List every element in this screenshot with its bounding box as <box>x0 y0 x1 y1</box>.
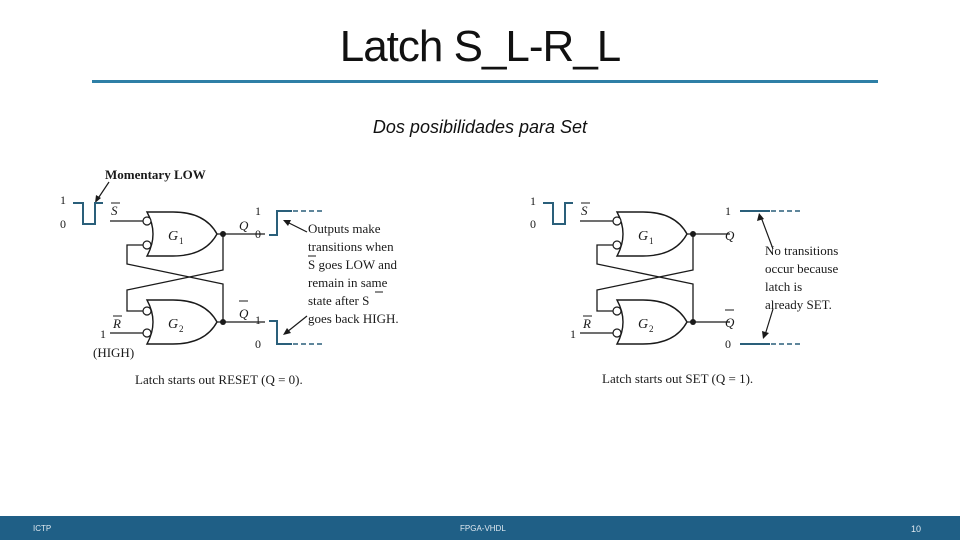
gate-g2 <box>147 300 217 344</box>
g2-input-bubble-a <box>143 307 151 315</box>
g1-input-bubble-b <box>613 241 621 249</box>
footer-course: FPGA-VHDL <box>460 524 506 533</box>
gate-g1 <box>147 212 217 256</box>
r-input-label: R <box>583 316 591 331</box>
q-output-label: Q <box>239 218 249 233</box>
g1-input-bubble-b <box>143 241 151 249</box>
g2-input-bubble-b <box>143 329 151 337</box>
g1-label: G <box>638 229 649 244</box>
note-line-4: remain in same <box>308 275 388 290</box>
latch-reset-diagram <box>55 160 445 395</box>
q-level-0: 0 <box>255 227 261 241</box>
gate-g2 <box>617 300 687 344</box>
g1-label: G <box>168 229 179 244</box>
note-line-3: S goes LOW and <box>308 257 397 272</box>
note-line-1: Outputs make <box>308 221 381 236</box>
note-arrowhead-q <box>757 213 764 221</box>
r-high-label: (HIGH) <box>93 345 135 360</box>
pulse-level-1: 1 <box>60 193 66 207</box>
g2-label: G <box>168 317 179 332</box>
g1-input-bubble-a <box>613 217 621 225</box>
s-input-label: S <box>581 203 588 218</box>
r-level-value: 1 <box>570 327 576 341</box>
slide-subtitle: Dos posibilidades para Set <box>372 117 588 137</box>
q-level-1: 1 <box>725 204 731 218</box>
pulse-level-1: 1 <box>530 194 536 208</box>
note-line-5: state after S <box>308 293 370 308</box>
g2-input-bubble-a <box>613 307 621 315</box>
g2-input-bubble-b <box>613 329 621 337</box>
right-caption: Latch starts out SET (Q = 1). <box>602 371 754 386</box>
momentary-low-label: Momentary LOW <box>105 167 206 182</box>
s-input-label: S <box>111 203 118 218</box>
g2-label: G <box>638 317 649 332</box>
pulse-level-0: 0 <box>60 217 66 231</box>
title-divider <box>92 80 878 83</box>
left-caption: Latch starts out RESET (Q = 0). <box>135 372 303 387</box>
note-line-6: goes back HIGH. <box>308 311 399 326</box>
g1-subscript: 1 <box>179 236 184 246</box>
slide-footer <box>0 516 960 540</box>
r-input-label: R <box>113 316 121 331</box>
r-level-value: 1 <box>100 327 106 341</box>
note-line-2: occur because <box>765 261 839 276</box>
q-output-label: Q <box>725 228 735 243</box>
g2-subscript: 2 <box>179 324 184 334</box>
note-line-3: latch is <box>765 279 803 294</box>
g1-subscript: 1 <box>649 236 654 246</box>
gate-g1 <box>617 212 687 256</box>
g1-input-bubble-a <box>143 217 151 225</box>
footer-page-number: 10 <box>911 524 922 534</box>
note-arrowhead-qbar <box>762 331 769 339</box>
note-line-1: No transitions <box>765 243 839 258</box>
pulse-level-0: 0 <box>530 217 536 231</box>
qbar-level-0: 0 <box>255 337 261 351</box>
latch-set-diagram <box>525 185 885 395</box>
g2-subscript: 2 <box>649 324 654 334</box>
qbar-level-1: 1 <box>255 313 261 327</box>
note-arrow-q <box>287 222 307 232</box>
qbar-output-label: Q <box>239 306 249 321</box>
q-level-1: 1 <box>255 204 261 218</box>
note-line-2: transitions when <box>308 239 394 254</box>
slide-title: Latch S_L-R_L <box>339 22 621 71</box>
note-line-4: already SET. <box>765 297 832 312</box>
note-arrow-qbar <box>287 316 307 332</box>
qbar-level-0: 0 <box>725 337 731 351</box>
s-pulse-waveform <box>543 203 573 224</box>
footer-org: ICTP <box>33 524 52 533</box>
qbar-output-label: Q <box>725 315 735 330</box>
s-pulse-waveform <box>73 203 103 224</box>
note-arrow-qbar <box>765 309 773 335</box>
